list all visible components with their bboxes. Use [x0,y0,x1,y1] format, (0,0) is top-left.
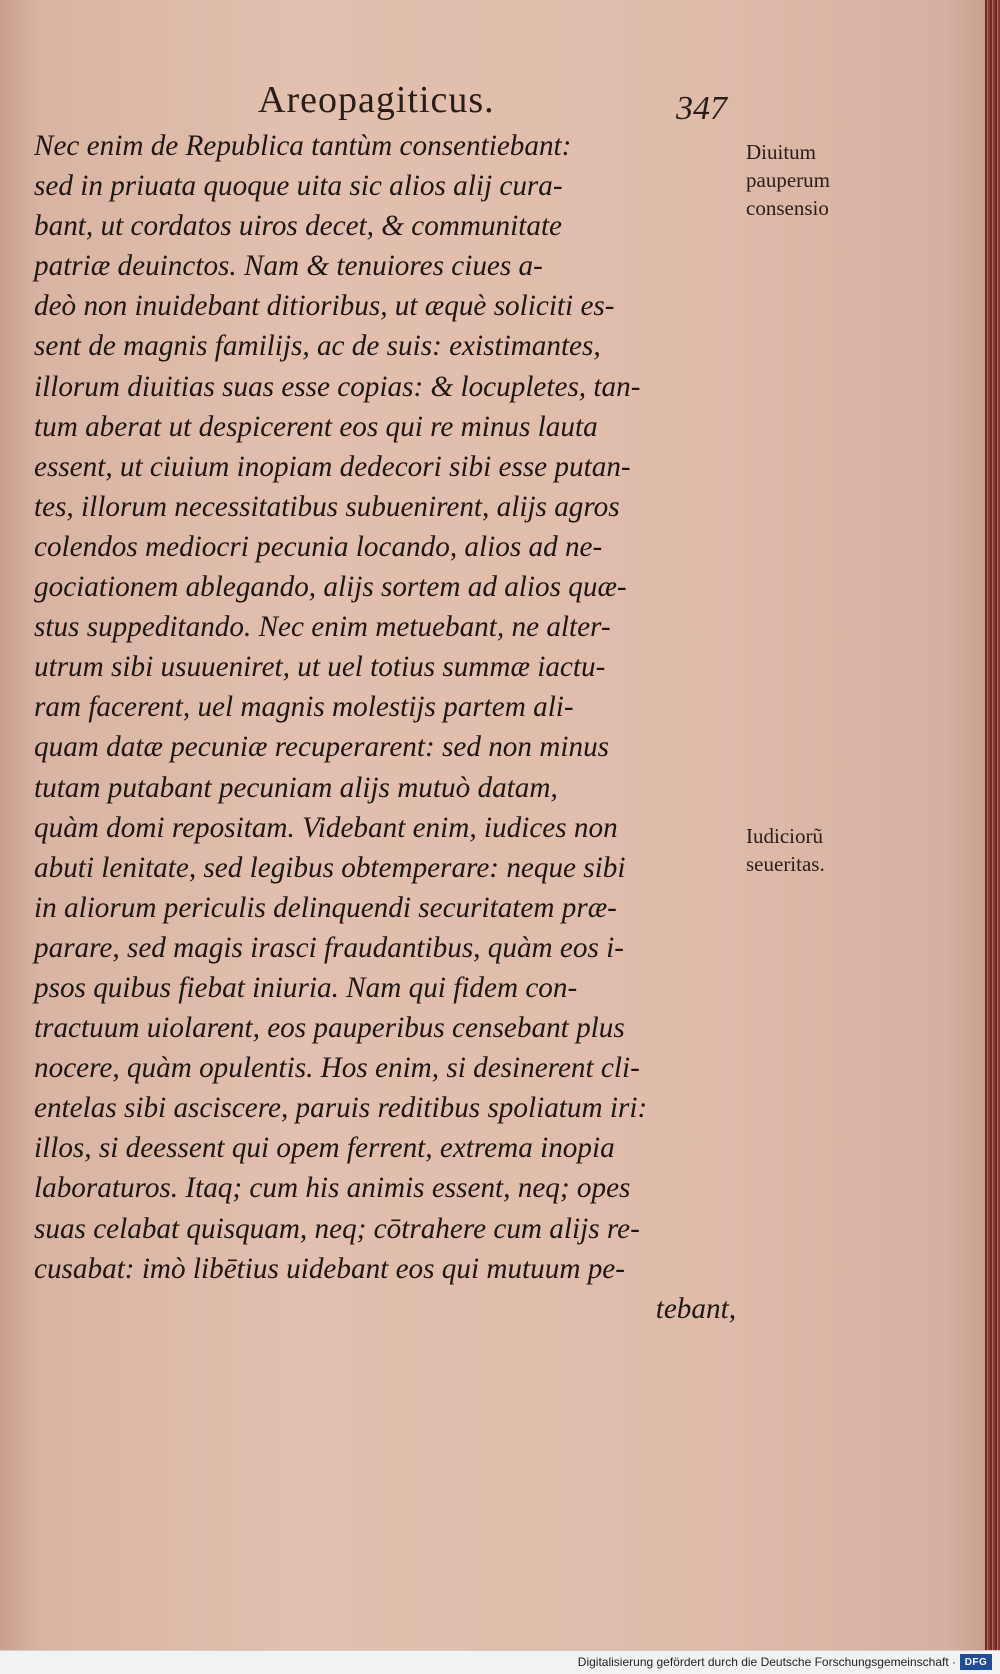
text-line: sent de magnis familijs, ac de suis: existimantes, [34,330,601,363]
page-edge [985,0,1000,1650]
text-line: stus suppeditando. Nec enim metuebant, ne alter- [34,611,611,644]
text-line: tractuum uiolarent, eos pauperibus censebant plus [34,1012,625,1045]
margin-note-line: consensio [746,196,829,220]
text-line: parare, sed magis irasci fraudantibus, quàm eos i- [34,931,624,964]
text-line: in aliorum periculis delinquendi securitatem præ- [34,891,617,924]
text-line: patriæ deuinctos. Nam & tenuiores ciues a- [34,250,543,283]
text-line: utrum sibi usuueniret, ut uel totius summæ iactu- [34,651,606,684]
margin-note-iudiciorum [746,822,866,878]
text-line: gociationem ablegando, alijs sortem ad alios quæ- [34,571,627,604]
margin-note-diuitum [746,138,866,222]
text-line: illorum diuitias suas esse copias: & locupletes, tan- [34,370,641,403]
footer-bar [0,1650,1000,1674]
text-line: laboraturos. Itaq; cum his animis essent, neq; opes [34,1172,631,1205]
text-line: colendos mediocri pecunia locando, alios ad ne- [34,530,603,563]
text-line: psos quibus fiebat iniuria. Nam qui fidem con- [34,971,578,1004]
text-line: quàm domi repositam. Videbant enim, iudices non [34,811,618,844]
margin-note-line: Iudiciorũ [746,824,823,848]
margin-note-line: seueritas. [746,852,825,876]
text-line: quam datæ pecuniæ recuperarent: sed non minus [34,731,610,764]
text-line: Nec enim de Republica tantùm consentiebant: [34,130,572,162]
text-line: abuti lenitate, sed legibus obtemperare: neque sibi [34,851,626,884]
text-line: bant, ut cordatos uiros decet, & communitate [34,210,563,243]
dfg-logo-icon: DFG [960,1654,992,1670]
text-line: illos, si deessent qui opem ferrent, extrema inopia [34,1132,615,1165]
text-line: tes, illorum necessitatibus subuenirent, alijs agros [34,490,620,523]
text-line: essent, ut ciuium inopiam dedecori sibi esse putan- [34,450,631,483]
margin-note-line: Diuitum [746,140,817,164]
text-line: suas celabat quisquam, neq; cōtrahere cum alijs re- [34,1212,640,1245]
footer-credit: Digitalisierung gefördert durch die Deutsche Forschungsgemeinschaft · [577,1655,956,1669]
margin-note-line: pauperum [746,168,830,192]
text-line: cusabat: imò libētius uidebant eos qui mutuum pe- [34,1252,625,1285]
text-line: nocere, quàm opulentis. Hos enim, si desinerent cli- [34,1052,640,1085]
text-line: tutam putabant pecuniam alijs mutuò datam, [34,771,558,804]
catchword-line: tebant, [655,1292,736,1325]
page-number: 347 [676,90,727,127]
text-line: deò non inuidebant ditioribus, ut æquè soliciti es- [34,290,615,323]
body-text [34,126,744,1329]
text-line: tum aberat ut despicerent eos qui re minus lauta [34,410,598,443]
text-line: sed in priuata quoque uita sic alios alij cura- [34,170,563,203]
running-head: Areopagiticus. [258,79,495,121]
text-line: entelas sibi asciscere, paruis reditibus spoliatum iri: [34,1092,648,1125]
text-line: ram facerent, uel magnis molestijs partem ali- [34,691,574,724]
